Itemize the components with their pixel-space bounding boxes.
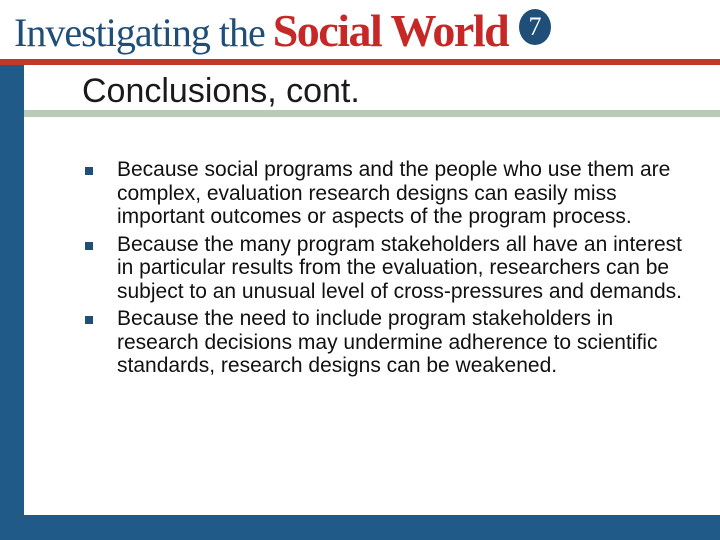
left-sidebar-bar — [0, 65, 24, 540]
bullet-item — [82, 233, 682, 304]
book-title-bold: Social World — [272, 5, 509, 56]
book-title-logo — [14, 4, 508, 56]
bullet-text: Because social programs and the people who use them are complex, evaluation research designs can easily miss important outcomes or aspects of the program process. — [117, 158, 671, 228]
book-title-light: Investigating the — [14, 10, 265, 55]
bullet-list — [82, 158, 682, 382]
bullet-item — [82, 307, 682, 378]
header-banner — [0, 0, 720, 62]
square-bullet-icon — [85, 167, 93, 175]
edition-badge: 7 — [519, 9, 551, 45]
square-bullet-icon — [85, 242, 93, 250]
header-divider — [0, 59, 720, 65]
bullet-text: Because the need to include program stakeholders in research decisions may undermine adherence to scientific standards, research designs can be weakened. — [117, 307, 658, 377]
title-underline — [24, 110, 720, 117]
slide-title: Conclusions, cont. — [82, 72, 360, 110]
bullet-item — [82, 158, 682, 229]
bullet-text: Because the many program stakeholders all have an interest in particular results from the evaluation, researchers can be subject to an unusual level of cross-pressures and demands. — [117, 232, 682, 303]
bottom-bar — [0, 515, 720, 540]
square-bullet-icon — [85, 316, 93, 324]
